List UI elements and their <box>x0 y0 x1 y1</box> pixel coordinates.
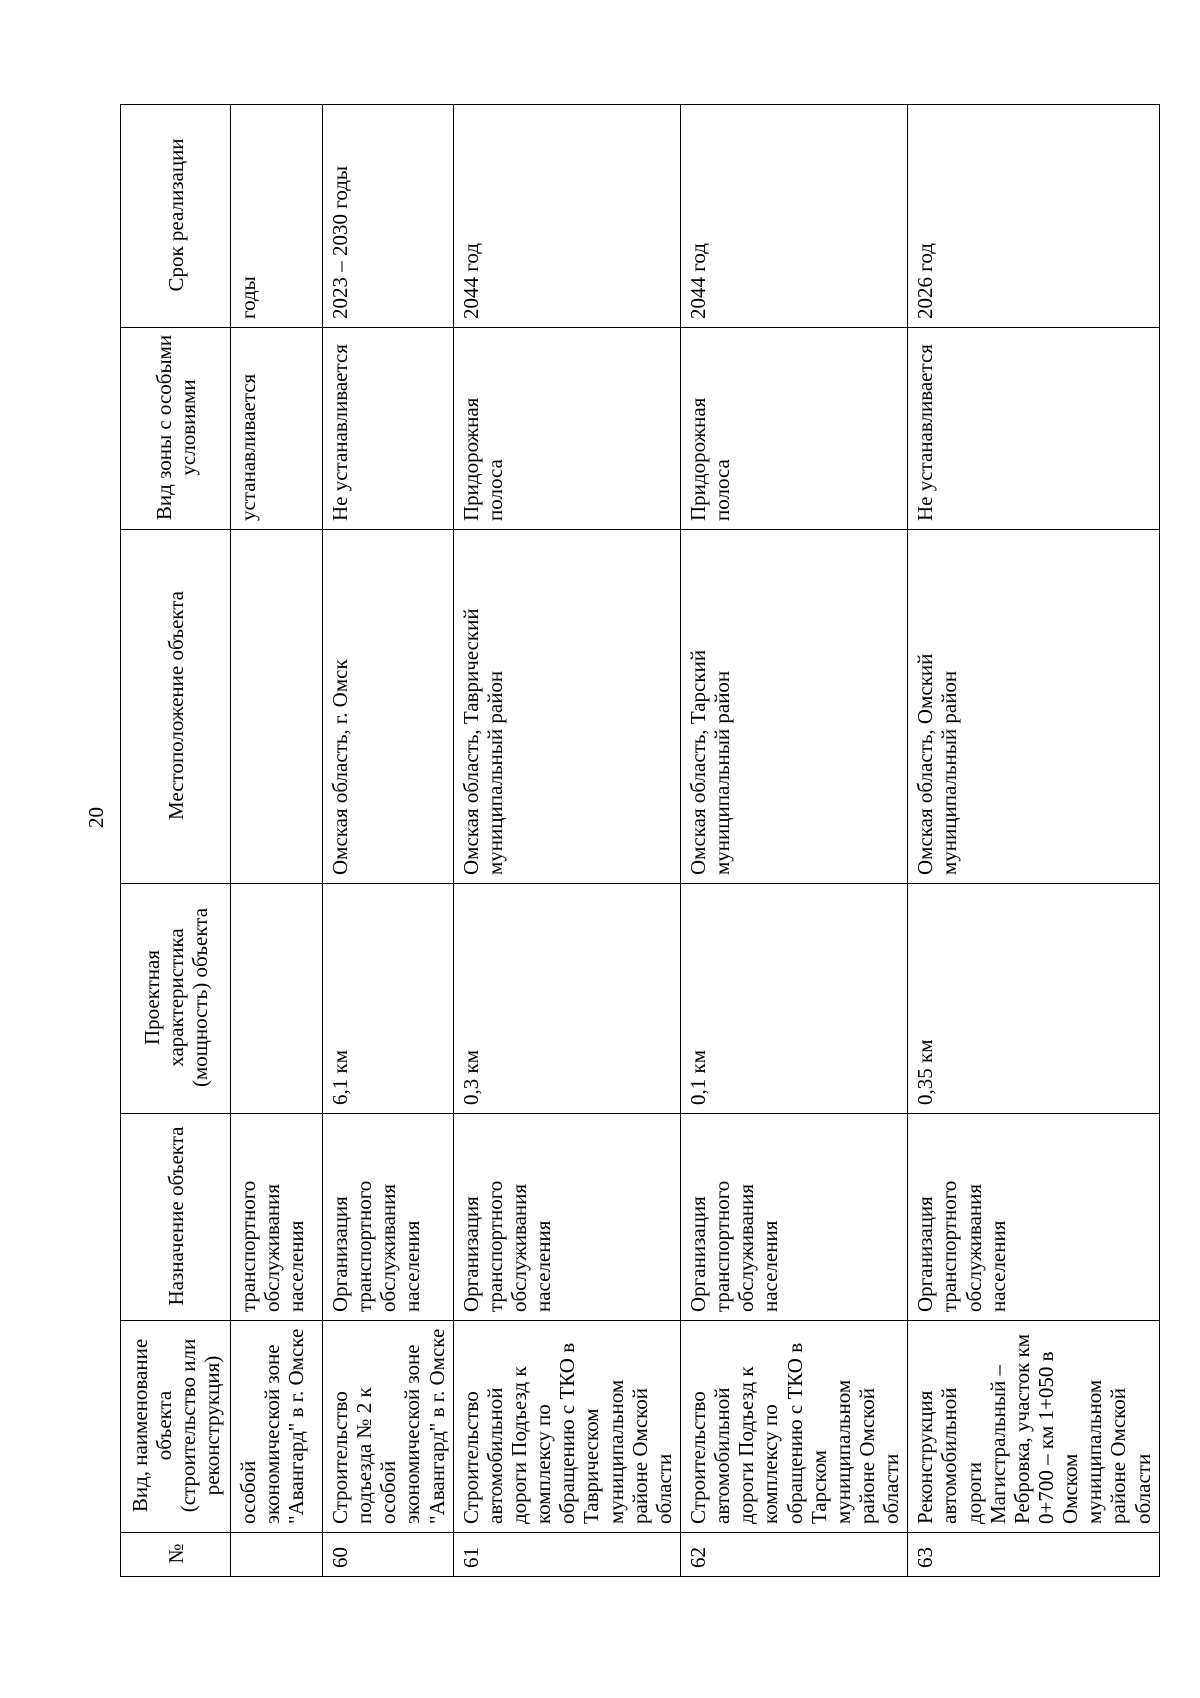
objects-table <box>120 104 1160 1577</box>
row-zone: Придорожная полоса <box>680 328 907 530</box>
header-zone: Вид зоны с особыми условиями <box>121 328 231 530</box>
row-zone: Не устанавливается <box>323 328 454 530</box>
row-term: 2026 год <box>908 105 1159 328</box>
row-zone: Не устанавливается <box>908 328 1159 530</box>
header-purpose: Назначение объекта <box>121 1114 231 1321</box>
table-row <box>231 105 323 1577</box>
row-term: годы <box>231 105 323 328</box>
row-number: 63 <box>908 1533 1159 1577</box>
table-row <box>453 105 680 1577</box>
header-capacity: Проектная характеристика (мощность) объекта <box>121 884 231 1114</box>
row-location: Омская область, Таврический муниципальный район <box>453 530 680 884</box>
table-row <box>323 105 454 1577</box>
header-term: Срок реализации <box>121 105 231 328</box>
row-term: 2044 год <box>453 105 680 328</box>
row-purpose: Организация транспортного обслуживания населения <box>453 1114 680 1321</box>
row-object-name: Строительство автомобильной дороги Подъезд к комплексу по обращению с ТКО в Тарском муниципальном районе Омской области <box>680 1321 907 1533</box>
row-number: 60 <box>323 1533 454 1577</box>
row-zone: устанавливается <box>231 328 323 530</box>
table-row <box>908 105 1159 1577</box>
row-number <box>231 1533 323 1577</box>
row-term: 2044 год <box>680 105 907 328</box>
row-number: 62 <box>680 1533 907 1577</box>
row-object-name: особой экономической зоне "Авангард" в г. Омске <box>231 1321 323 1533</box>
row-location: Омская область, Тарский муниципальный район <box>680 530 907 884</box>
row-capacity: 0,3 км <box>453 884 680 1114</box>
row-capacity: 0,35 км <box>908 884 1159 1114</box>
row-location <box>231 530 323 884</box>
row-location: Омская область, Омский муниципальный район <box>908 530 1159 884</box>
page-number: 20 <box>84 807 108 828</box>
row-purpose: Организация транспортного обслуживания населения <box>323 1114 454 1321</box>
table-header-row <box>121 105 231 1577</box>
row-location: Омская область, г. Омск <box>323 530 454 884</box>
rotated-table-container <box>120 104 1160 1577</box>
row-object-name: Строительство подъезда № 2 к особой экономической зоне "Авангард" в г. Омске <box>323 1321 454 1533</box>
row-capacity: 0,1 км <box>680 884 907 1114</box>
row-capacity: 6,1 км <box>323 884 454 1114</box>
row-purpose: транспортного обслуживания населения <box>231 1114 323 1321</box>
header-object-name: Вид, наименование объекта (строительство или реконструкция) <box>121 1321 231 1533</box>
header-location: Местоположение объекта <box>121 530 231 884</box>
row-purpose: Организация транспортного обслуживания населения <box>680 1114 907 1321</box>
row-object-name: Строительство автомобильной дороги Подъезд к комплексу по обращению с ТКО в Таврическом муниципальном районе Омской области <box>453 1321 680 1533</box>
row-capacity <box>231 884 323 1114</box>
row-term: 2023 – 2030 годы <box>323 105 454 328</box>
header-number: № <box>121 1533 231 1577</box>
row-purpose: Организация транспортного обслуживания населения <box>908 1114 1159 1321</box>
row-zone: Придорожная полоса <box>453 328 680 530</box>
row-object-name: Реконструкция автомобильной дороги Магистральный – Ребровка, участок км 0+700 – км 1+050 в Омском муниципальном районе Омской области <box>908 1321 1159 1533</box>
row-number: 61 <box>453 1533 680 1577</box>
table-row <box>680 105 907 1577</box>
